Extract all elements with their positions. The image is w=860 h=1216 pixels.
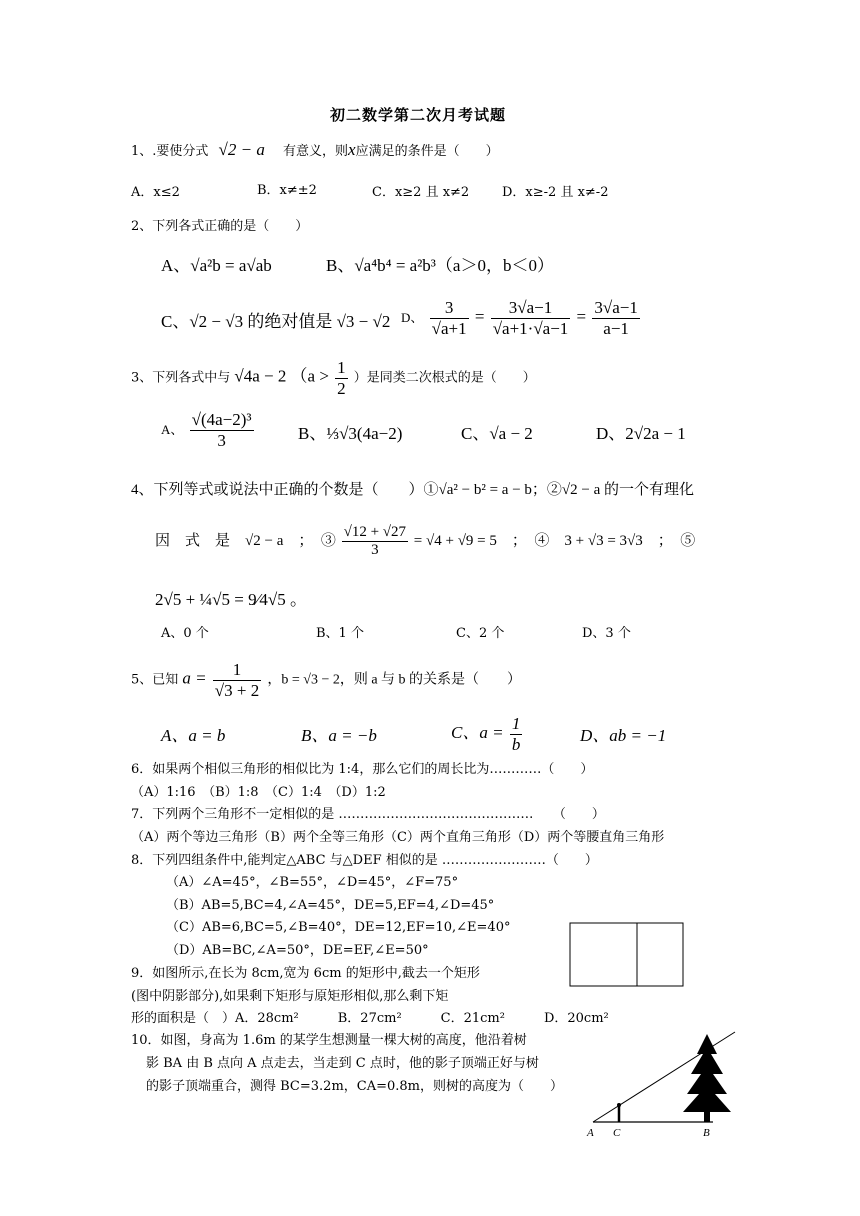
- q3-half: [335, 358, 348, 398]
- q3-half-den: 2: [337, 378, 346, 398]
- q9-line-1: 9．如图所示,在长为 8cm,宽为 6cm 的矩形中,截去一个矩形: [131, 966, 480, 981]
- q1-stem-c: 应满足的条件是（ ）: [355, 144, 499, 159]
- q4-frac-num: √12 + √27: [342, 524, 408, 542]
- q3-expr: √4a − 2: [234, 366, 287, 386]
- q5-option-d: D、ab = −1: [580, 726, 667, 745]
- q9-line-2: (图中阴影部分),如果剩下矩形与原矩形相似,那么剩下矩: [131, 989, 449, 1004]
- q10-line-1: 10．如图，身高为 1.6m 的某学生想测量一棵大树的高度，他沿着树: [131, 1033, 527, 1048]
- q9-outer-rectangle: [570, 923, 683, 986]
- q2-d-fraction-3: [592, 298, 639, 338]
- q2-d-f1-num: 3: [430, 298, 469, 319]
- q3-option-d: D、2√2a − 1: [596, 424, 686, 443]
- q1-option-a: A．x≤2: [131, 185, 180, 200]
- q5-stem-b: ，b = √3 − 2，则 a 与 b 的关系是（ ）: [267, 672, 522, 688]
- question-1: [131, 140, 499, 160]
- q5-option-a: A、a = b: [161, 726, 226, 745]
- q3-option-a: [161, 410, 256, 450]
- q8-option-b: （B）AB=5,BC=4,∠A=45°，DE=5,EF=4,∠D=45°: [166, 898, 495, 913]
- q1-option-c: C．x≥2 且 x≠2: [372, 185, 470, 200]
- q4-option-a: A、0 个: [161, 626, 209, 641]
- q3-option-c: C、√a − 2: [461, 424, 533, 443]
- q8-option-d: （D）AB=BC,∠A=50°，DE=EF,∠E=50°: [166, 943, 429, 958]
- q9-figure: [569, 922, 685, 988]
- q2-d-f2-num: 3√a−1: [491, 298, 571, 319]
- q3-stem-b: ）是同类二次根式的是（ ）: [353, 370, 536, 386]
- q6-options: （A）1:16 （B）1:8 （C）1:4 （D）1:2: [131, 785, 386, 800]
- q5-option-b: B、a = −b: [301, 726, 377, 745]
- q1-stem: 1、.要使分式: [131, 144, 209, 159]
- q10-line-3: 的影子顶端重合，测得 BC=3.2m，CA=0.8m，则树的高度为（ ）: [146, 1079, 563, 1094]
- q5-a-fraction: [213, 660, 261, 700]
- q1-stem-b: 有意义，则: [283, 144, 349, 159]
- q4-fraction: [342, 524, 408, 560]
- q3-a-num: √(4a−2)³: [191, 410, 252, 429]
- q1-option-d: D．x≥-2 且 x≠-2: [502, 185, 609, 200]
- q3-option-b: B、⅓√3(4a−2): [298, 424, 403, 443]
- q3-cond: （a >: [290, 366, 329, 386]
- q10-line-2: 影 BA 由 B 点向 A 点走去，当走到 C 点时，他的影子顶端正好与树: [146, 1056, 539, 1071]
- q2-d-f2-den: √a+1·√a−1: [492, 318, 569, 338]
- q2-option-c: C、√2 − √3 的绝对值是 √3 − √2: [161, 312, 391, 331]
- q4-line-1: 4、下列等式或说法中正确的个数是（ ）①√a² − b² = a − b；②√2 − a 的一个有理化: [131, 482, 695, 498]
- label-b: B: [703, 1127, 710, 1139]
- q2-option-d: D、 $\frac{3}{√a+1}$ = $\frac{3√a-1}{√a+1\cdot√a-1}$ = $\frac{3√a-1}{a-1}$: [401, 298, 638, 338]
- q4-option-b: B、1 个: [316, 626, 364, 641]
- q5-c-label: C、a =: [451, 722, 504, 742]
- q8-option-a: （A）∠A=45°，∠B=55°，∠D=45°，∠F=75°: [166, 875, 459, 890]
- q4-line2-a: 因 式 是 √2 − a ； ③: [155, 533, 336, 550]
- q9-line-3: 形的面积是（ ）A．28cm² B．27cm² C．21cm² D．20cm²: [131, 1011, 609, 1026]
- q5-c-fraction: [510, 714, 523, 754]
- q2-d-fraction-1: [430, 298, 469, 338]
- q7-options: （A）两个等边三角形（B）两个全等三角形（C）两个直角三角形（D）两个等腰直角三角形: [131, 830, 665, 845]
- q4-line2-b: = √4 + √9 = 5 ； ④ 3 + √3 = 3√3 ； ⑤: [413, 533, 696, 550]
- q3-half-num: 1: [337, 358, 346, 377]
- q2-d-f1-den: √a+1: [431, 318, 467, 338]
- q5-a-den: √3 + 2: [214, 680, 260, 700]
- q3-a-den: 3: [217, 430, 226, 450]
- q2-d-f3-den: a−1: [603, 318, 629, 338]
- q5-c-den: b: [511, 734, 521, 754]
- q2-option-a: A、√a²b = a√ab: [161, 256, 272, 275]
- q1-var: x: [348, 140, 356, 159]
- q5-a-lhs: a =: [182, 668, 207, 688]
- q4-option-c: C、2 个: [456, 626, 505, 641]
- q8-stem: 8．下列四组条件中,能判定△ABC 与△DEF 相似的是 ……………………（ ）: [131, 853, 598, 868]
- q4-line-2: [155, 524, 695, 560]
- q2-d-label: D、: [401, 309, 424, 325]
- question-5: [131, 660, 521, 700]
- q10-figure: [585, 1030, 745, 1142]
- q7-stem: 7．下列两个三角形不一定相似的是 ……………………………………… （ ）: [131, 807, 605, 822]
- q4-option-d: D、3 个: [582, 626, 631, 641]
- q5-c-num: 1: [511, 714, 521, 733]
- q3-a-fraction: [190, 410, 254, 450]
- question-2-stem: 2、下列各式正确的是（ ）: [131, 219, 309, 234]
- q8-option-c: （C）AB=6,BC=5,∠B=40°，DE=12,EF=10,∠E=40°: [166, 920, 511, 935]
- q2-d-fraction-2: [491, 298, 571, 338]
- q5-stem-a: 5、已知: [131, 672, 179, 688]
- label-a: A: [587, 1127, 594, 1139]
- q1-expr: √2 − a: [218, 140, 265, 159]
- page-title: 初二数学第二次月考试题: [330, 106, 507, 124]
- q1-option-b: B．x≠±2: [257, 183, 317, 198]
- q5-option-c: [451, 714, 524, 754]
- q6-stem: 6．如果两个相似三角形的相似比为 1:4，那么它们的周长比为…………（ ）: [131, 762, 594, 777]
- tree-icon: [683, 1034, 731, 1122]
- person-head: [617, 1103, 621, 1107]
- label-c: C: [613, 1127, 621, 1139]
- q3-a-label: A、: [161, 421, 184, 437]
- q5-a-num: 1: [213, 660, 261, 681]
- question-3: [131, 358, 536, 398]
- q4-frac-den: 3: [371, 542, 379, 559]
- q3-stem-a: 3、下列各式中与: [131, 370, 231, 386]
- q4-line-3: 2√5 + ¼√5 = 9⁄4√5 。: [155, 590, 308, 609]
- q2-d-f3-num: 3√a−1: [594, 298, 638, 317]
- q2-option-b: B、√a⁴b⁴ = a²b³（a＞0，b＜0）: [326, 256, 554, 275]
